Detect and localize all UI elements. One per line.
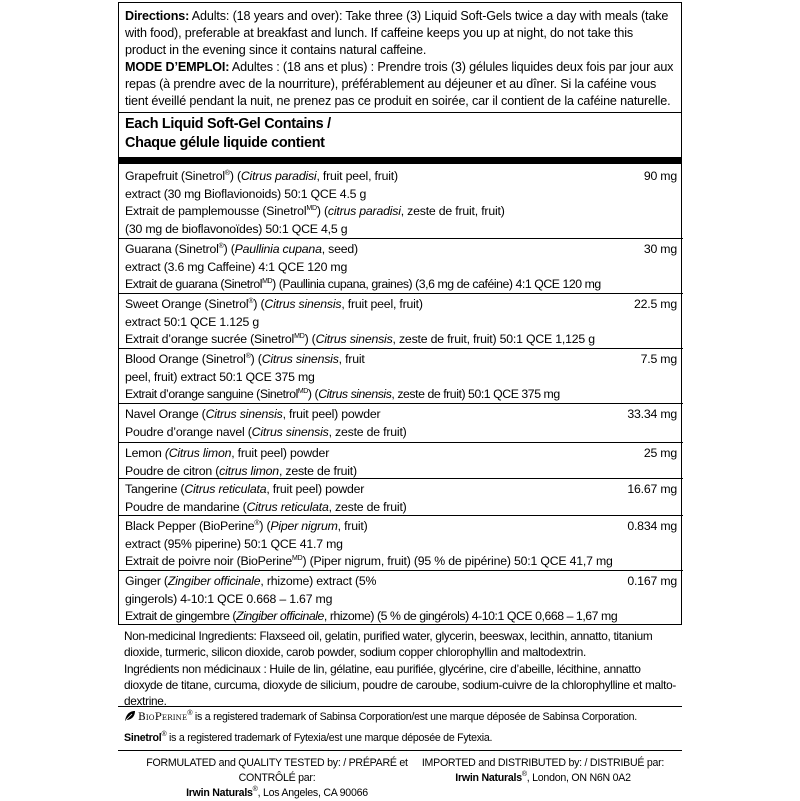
ingredient-name: Sweet Orange (Sinetrol (125, 297, 249, 311)
supplement-facts-table (118, 113, 682, 625)
non-medicinal-fr: Ingrédients non médicinaux : Huile de lin, gélatine, eau purifiée, glycérine, cire d’abeille, lécithine, annatto dioxyde de titane, curcuma, dioxyde de silicium, poudre de caroube, sodium-cuivre de la chlorophylline et malto-dextrine. (124, 661, 676, 709)
bioperine-logo: BioPerine (138, 711, 188, 723)
ingredient-extract: gingerols) 4-10:1 QCE 0.668 – 1.67 mg (125, 591, 333, 606)
reg-mark: ® (252, 786, 258, 793)
latin-name: Citrus reticulata (184, 482, 267, 496)
imported-label: IMPORTED and DISTRIBUTED by: / DISTRIBUÉ par: (421, 757, 665, 769)
text: , fruit) (337, 519, 368, 533)
ingredient-amount: 30 mg (643, 242, 677, 256)
text: , fruit peel) powder (282, 407, 381, 421)
supplement-facts-heading (119, 113, 681, 157)
reg-mark: ® (218, 243, 224, 250)
reg-mark: ® (254, 520, 260, 527)
md-mark: MD (294, 333, 305, 340)
formulated-company: Irwin Naturals (186, 787, 253, 799)
latin-name: Citrus paradisi (240, 169, 317, 183)
text: ) ( (304, 332, 316, 346)
ingredient-amount: 0.834 mg (627, 519, 677, 533)
latin-name: citrus paradisi (327, 204, 401, 218)
latin-name: Paullinia cupana (234, 242, 322, 256)
directions-text-fr: Adultes : (18 ans et plus) : Prendre trois (3) gélules liquides deux fois par jour aux repas (à prendre avec de la nourriture), préférablement au déjeuner et au dîner. Si la caféine vous tient éveillé pendant la nuit, ne prenez pas ce produit en soirée, car il contient de la caféine naturelle. (125, 60, 674, 108)
bioperine-trademark (124, 710, 637, 723)
ingredient-amount: 25 mg (643, 446, 677, 460)
ingredient-row-black-pepper (119, 515, 683, 570)
ingredient-name: Blood Orange (Sinetrol (125, 352, 246, 366)
ingredient-amount: 7.5 mg (640, 352, 677, 366)
ingredient-name: Lemon (125, 446, 165, 460)
ingredient-extract: extract (95% piperine) 50:1 QCE 41.7 mg (125, 536, 343, 551)
ingredient-amount: 33.34 mg (627, 407, 677, 421)
text: ) ( (250, 352, 262, 366)
heading-en: Each Liquid Soft-Gel Contains / (125, 116, 331, 132)
ingredient-name-fr: Poudre de mandarine ( (125, 499, 247, 514)
latin-name: Citrus sinensis (264, 297, 342, 311)
ingredient-row-ginger (119, 570, 683, 625)
ingredient-extract-fr: (30 mg de bioflavonoïdes) 50:1 QCE 4,5 g (125, 221, 348, 236)
ingredient-row-sweet-orange (119, 293, 683, 348)
ingredient-extract: extract 50:1 QCE 1.125 g (125, 314, 259, 329)
ingredient-name: Guarana (Sinetrol (125, 242, 219, 256)
non-medicinal-en: Non-medicinal Ingredients: Flaxseed oil, gelatin, purified water, glycerin, beeswax, lecithin, annatto, titanium dioxide, turmeric, silicon dioxide, carob powder, sodium copper chlorophyllin and maltodextrin. (124, 629, 653, 660)
text: ) ( (307, 387, 319, 401)
ingredient-name-fr: Extrait d’orange sanguine (Sinetrol (125, 387, 298, 401)
sinetrol-trademark-text: is a registered trademark of Fytexia/est une marque déposée de Fytexia. (166, 732, 493, 744)
text: , rhizome) (5 % de gingérols) 4-10:1 QCE 0,668 – 1,67 mg (323, 609, 618, 623)
text: , rhizome) extract (5% (260, 574, 377, 588)
imported-by (408, 756, 678, 786)
text: ) ( (259, 519, 271, 533)
md-mark: MD (297, 388, 308, 395)
ingredient-amount: 22.5 mg (633, 297, 677, 311)
latin-name: Citrus reticulata (246, 499, 329, 514)
ingredient-extract: peel, fruit) extract 50:1 QCE 375 mg (125, 369, 315, 384)
reg-mark: ® (245, 353, 251, 360)
ingredient-row-lemon (119, 442, 683, 478)
ingredient-name-fr: Extrait de pamplemousse (Sinetrol (125, 204, 307, 218)
latin-name: Zingiber officinale (236, 609, 324, 623)
ingredient-amount: 90 mg (643, 169, 677, 183)
latin-name: citrus limon (219, 463, 279, 478)
ingredient-name-fr: Poudre de citron ( (125, 463, 220, 478)
latin-name: Citrus sinensis (261, 352, 339, 366)
directions-section (118, 2, 682, 113)
text: , seed) (321, 242, 358, 256)
ingredient-name: Ginger ( (125, 574, 168, 588)
footer-divider (118, 750, 682, 751)
text: ) (Piper nigrum, fruit) (95 % de pipérine) 50:1 QCE 41,7 mg (302, 554, 613, 568)
bioperine-trademark-text: is a registered trademark of Sabinsa Corporation/est une marque déposée de Sabinsa Corporation. (192, 711, 637, 723)
reg-mark: ® (521, 771, 527, 778)
directions-label-fr: MODE D’EMPLOI: (125, 60, 230, 74)
ingredient-name-fr: Extrait de poivre noir (BioPerine (125, 554, 293, 568)
text: ) (Paullinia cupana, graines) (3,6 mg de caféine) 4:1 QCE 120 mg (272, 277, 601, 291)
text: , fruit peel) powder (231, 446, 330, 460)
ingredient-row-tangerine (119, 478, 683, 515)
ingredient-name-fr: Extrait d’orange sucrée (Sinetrol (125, 332, 295, 346)
text: ) ( (253, 297, 265, 311)
md-mark: MD (292, 555, 303, 562)
latin-name: Piper nigrum (270, 519, 338, 533)
supplement-label (118, 0, 682, 800)
text: , fruit (338, 352, 365, 366)
text: ) ( (316, 204, 328, 218)
reg-mark: ® (224, 170, 230, 177)
ingredient-name-fr: Poudre d’orange navel ( (125, 424, 252, 439)
reg-mark: ® (187, 710, 193, 717)
latin-name: Zingiber officinale (167, 574, 261, 588)
text: , zeste de fruit) (328, 424, 407, 439)
ingredient-name: Grapefruit (Sinetrol (125, 169, 225, 183)
formulated-label: FORMULATED and QUALITY TESTED by: / PRÉPARÉ et CONTRÔLÉ par: (146, 757, 408, 784)
ingredient-extract: extract (30 mg Bioflavionoids) 50:1 QCE 4.5 g (125, 186, 367, 201)
thick-rule (119, 157, 681, 164)
ingredient-name-fr: Extrait de guarana (Sinetrol (125, 277, 263, 291)
non-medicinal-ingredients (118, 625, 682, 707)
latin-name: Citrus sinensis (205, 407, 283, 421)
sinetrol-name: Sinetrol (124, 732, 162, 744)
latin-name: Citrus sinensis (318, 387, 392, 401)
ingredient-name: Black Pepper (BioPerine (125, 519, 255, 533)
md-mark: MD (306, 205, 317, 212)
ingredient-name-fr: Extrait de gingembre ( (125, 609, 237, 623)
latin-name: (Citrus limon (164, 446, 232, 460)
text: , fruit peel, fruit) (341, 297, 423, 311)
ingredient-name: Navel Orange ( (125, 407, 206, 421)
reg-mark: ® (248, 298, 254, 305)
ingredient-row-grapefruit (119, 166, 683, 238)
text: , fruit peel, fruit) (316, 169, 398, 183)
text: , zeste de fruit, fruit) (400, 204, 505, 218)
leaf-icon (124, 710, 136, 722)
ingredient-row-guarana (119, 238, 683, 293)
ingredient-row-blood-orange (119, 348, 683, 403)
imported-company: Irwin Naturals (455, 772, 522, 784)
text: ) ( (229, 169, 241, 183)
heading-fr: Chaque gélule liquide contient (125, 135, 325, 151)
formulated-location: , Los Angeles, CA 90066 (257, 787, 368, 799)
ingredient-extract: extract (3.6 mg Caffeine) 4:1 QCE 120 mg (125, 259, 348, 274)
ingredient-row-navel-orange (119, 403, 683, 442)
text: , fruit peel) powder (266, 482, 365, 496)
ingredient-amount: 16.67 mg (627, 482, 677, 496)
formulated-by (142, 756, 412, 801)
ingredient-amount: 0.167 mg (627, 574, 677, 588)
text: , zeste de fruit, fruit) 50:1 QCE 1,125 g (392, 332, 595, 346)
reg-mark: ® (161, 731, 167, 738)
ingredient-name: Tangerine ( (125, 482, 185, 496)
text: , zeste de fruit) (278, 463, 357, 478)
sinetrol-trademark (124, 732, 492, 744)
directions-label-en: Directions: (125, 9, 190, 23)
text: ) ( (223, 242, 235, 256)
imported-location: , London, ON N6N 0A2 (526, 772, 631, 784)
latin-name: Citrus sinensis (315, 332, 393, 346)
text: , zeste de fruit) 50:1 QCE 375 mg (391, 387, 560, 401)
text: , zeste de fruit) (328, 499, 407, 514)
md-mark: MD (262, 278, 273, 285)
latin-name: Citrus sinensis (251, 424, 329, 439)
directions-text-en: Adults: (18 years and over): Take three (3) Liquid Soft-Gels twice a day with meals (take with food), preferable at breakfast and lunch. If caffeine keeps you up at night, do not take this product in the evening since it contains natural caffeine. (125, 9, 669, 57)
